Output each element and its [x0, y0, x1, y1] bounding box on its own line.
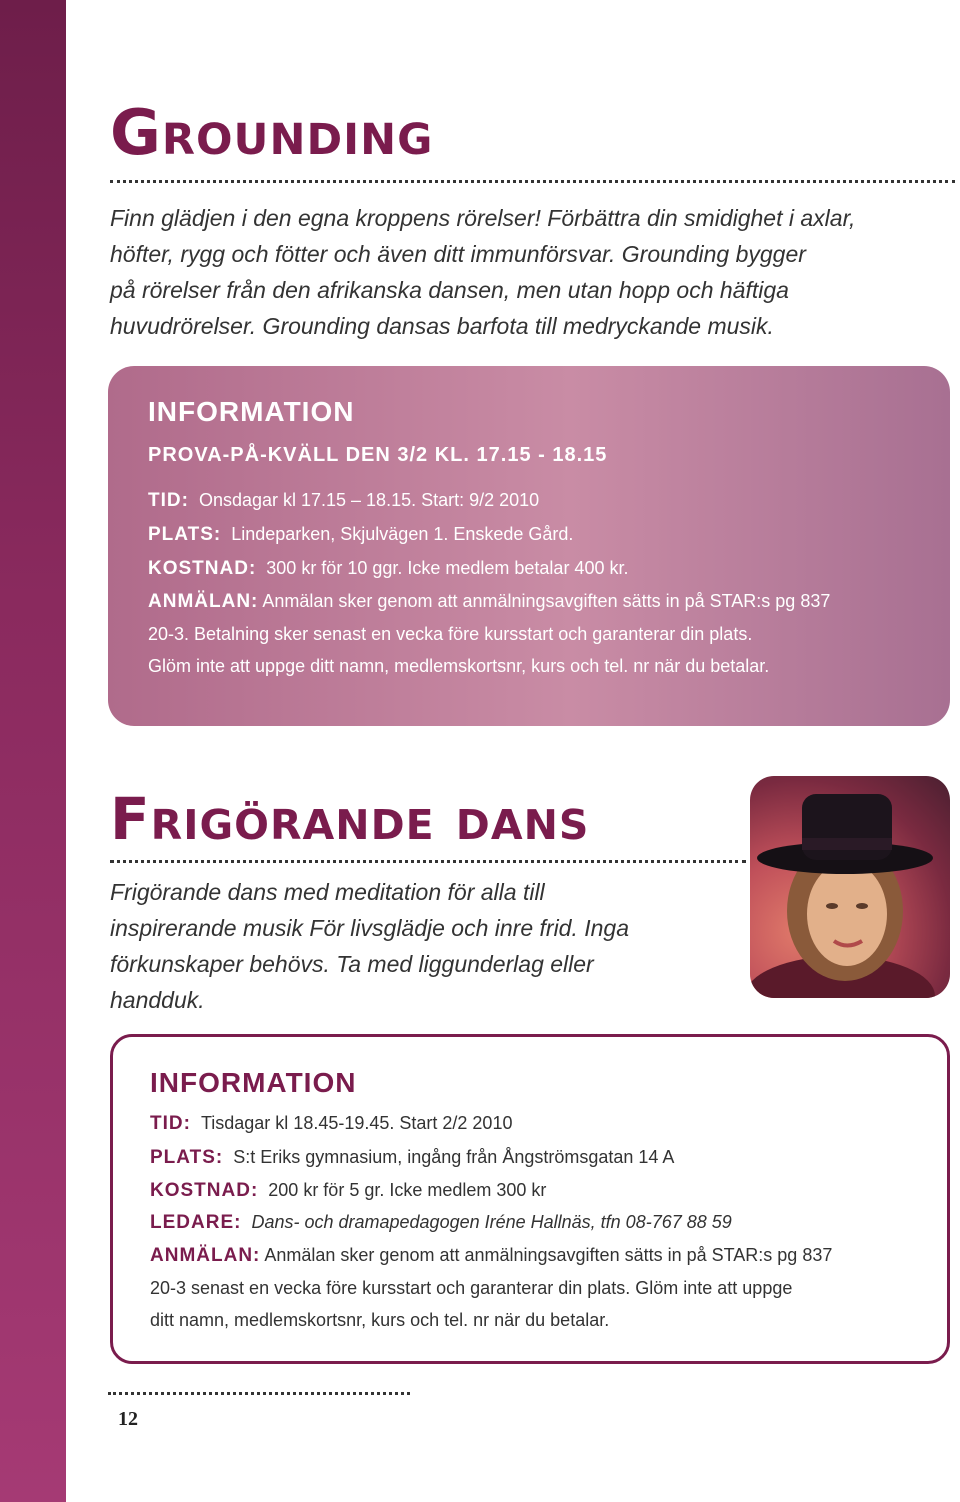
ledare-value: Dans- och dramapedagogen Iréne Hallnäs, tfn 08-767 88 59	[251, 1212, 732, 1232]
plats-row	[150, 1147, 674, 1169]
anmalan-row	[148, 591, 830, 613]
frigorande-title: Frigörande dans	[110, 785, 590, 853]
lead-line: förkunskaper behövs. Ta med liggunderlag eller	[110, 951, 594, 977]
ledare-label: LEDARE:	[150, 1212, 242, 1233]
prova-pa-kvall: PROVA-PÅ-KVÄLL DEN 3/2 KL. 17.15 - 18.15	[148, 444, 608, 466]
info-title: INFORMATION	[148, 396, 355, 427]
kostnad-label: KOSTNAD:	[148, 558, 257, 579]
anmalan-label: ANMÄLAN:	[150, 1245, 261, 1266]
anmalan-line: 20-3. Betalning sker senast en vecka före kursstart och garanterar din plats.	[148, 624, 753, 644]
plats-label: PLATS:	[148, 524, 222, 545]
divider	[110, 180, 955, 183]
anmalan-label: ANMÄLAN:	[148, 591, 259, 612]
plats-value: S:t Eriks gymnasium, ingång från Ångströmsgatan 14 A	[233, 1147, 675, 1167]
anmalan-value: Anmälan sker genom att anmälningsavgiften sätts in på STAR:s pg 837	[264, 1245, 833, 1265]
anmalan-row	[150, 1245, 832, 1267]
kostnad-row	[150, 1180, 546, 1202]
lead-line: handduk.	[110, 987, 205, 1013]
plats-row	[148, 524, 573, 546]
lead-line: höfter, rygg och fötter och även ditt immunförsvar. Grounding bygger	[110, 241, 806, 267]
lead-line: Finn glädjen i den egna kroppens rörelser! Förbättra din smidighet i axlar,	[110, 205, 856, 231]
kostnad-value: 200 kr för 5 gr. Icke medlem 300 kr	[268, 1180, 547, 1200]
divider	[110, 860, 746, 863]
kostnad-row	[148, 558, 628, 580]
plats-value: Lindeparken, Skjulvägen 1. Enskede Gård.	[231, 524, 574, 544]
lead-line: inspirerande musik För livsglädje och inre frid. Inga	[110, 915, 630, 941]
page-number: 12	[118, 1408, 138, 1430]
anmalan-line: Glöm inte att uppge ditt namn, medlemskortsnr, kurs och tel. nr när du betalar.	[148, 656, 770, 676]
info-title: INFORMATION	[150, 1067, 357, 1098]
anmalan-line: ditt namn, medlemskortsnr, kurs och tel. nr när du betalar.	[150, 1310, 610, 1330]
ledare-row	[150, 1212, 732, 1234]
kostnad-value: 300 kr för 10 ggr. Icke medlem betalar 400 kr.	[266, 558, 629, 578]
anmalan-line: 20-3 senast en vecka före kursstart och garanterar din plats. Glöm inte att uppge	[150, 1278, 793, 1298]
instructor-photo	[750, 776, 950, 998]
plats-label: PLATS:	[150, 1147, 224, 1168]
lead-line: huvudrörelser. Grounding dansas barfota till medryckande musik.	[110, 313, 774, 339]
tid-label: TID:	[150, 1113, 191, 1134]
anmalan-value: Anmälan sker genom att anmälningsavgiften sätts in på STAR:s pg 837	[262, 591, 831, 611]
tid-row	[148, 490, 539, 512]
tid-value: Tisdagar kl 18.45-19.45. Start 2/2 2010	[200, 1113, 513, 1133]
grounding-info-box	[108, 366, 950, 726]
grounding-title: Grounding	[110, 96, 434, 169]
lead-line: Frigörande dans med meditation för alla till	[110, 879, 545, 905]
portrait-illustration	[750, 776, 950, 998]
footer-divider	[108, 1392, 410, 1395]
tid-row	[150, 1113, 512, 1135]
frigorande-info-box	[110, 1034, 950, 1364]
tid-value: Onsdagar kl 17.15 – 18.15. Start: 9/2 2010	[198, 490, 540, 510]
side-band	[0, 0, 66, 1502]
kostnad-label: KOSTNAD:	[150, 1180, 259, 1201]
lead-line: på rörelser från den afrikanska dansen, men utan hopp och häftiga	[110, 277, 789, 303]
tid-label: TID:	[148, 490, 189, 511]
